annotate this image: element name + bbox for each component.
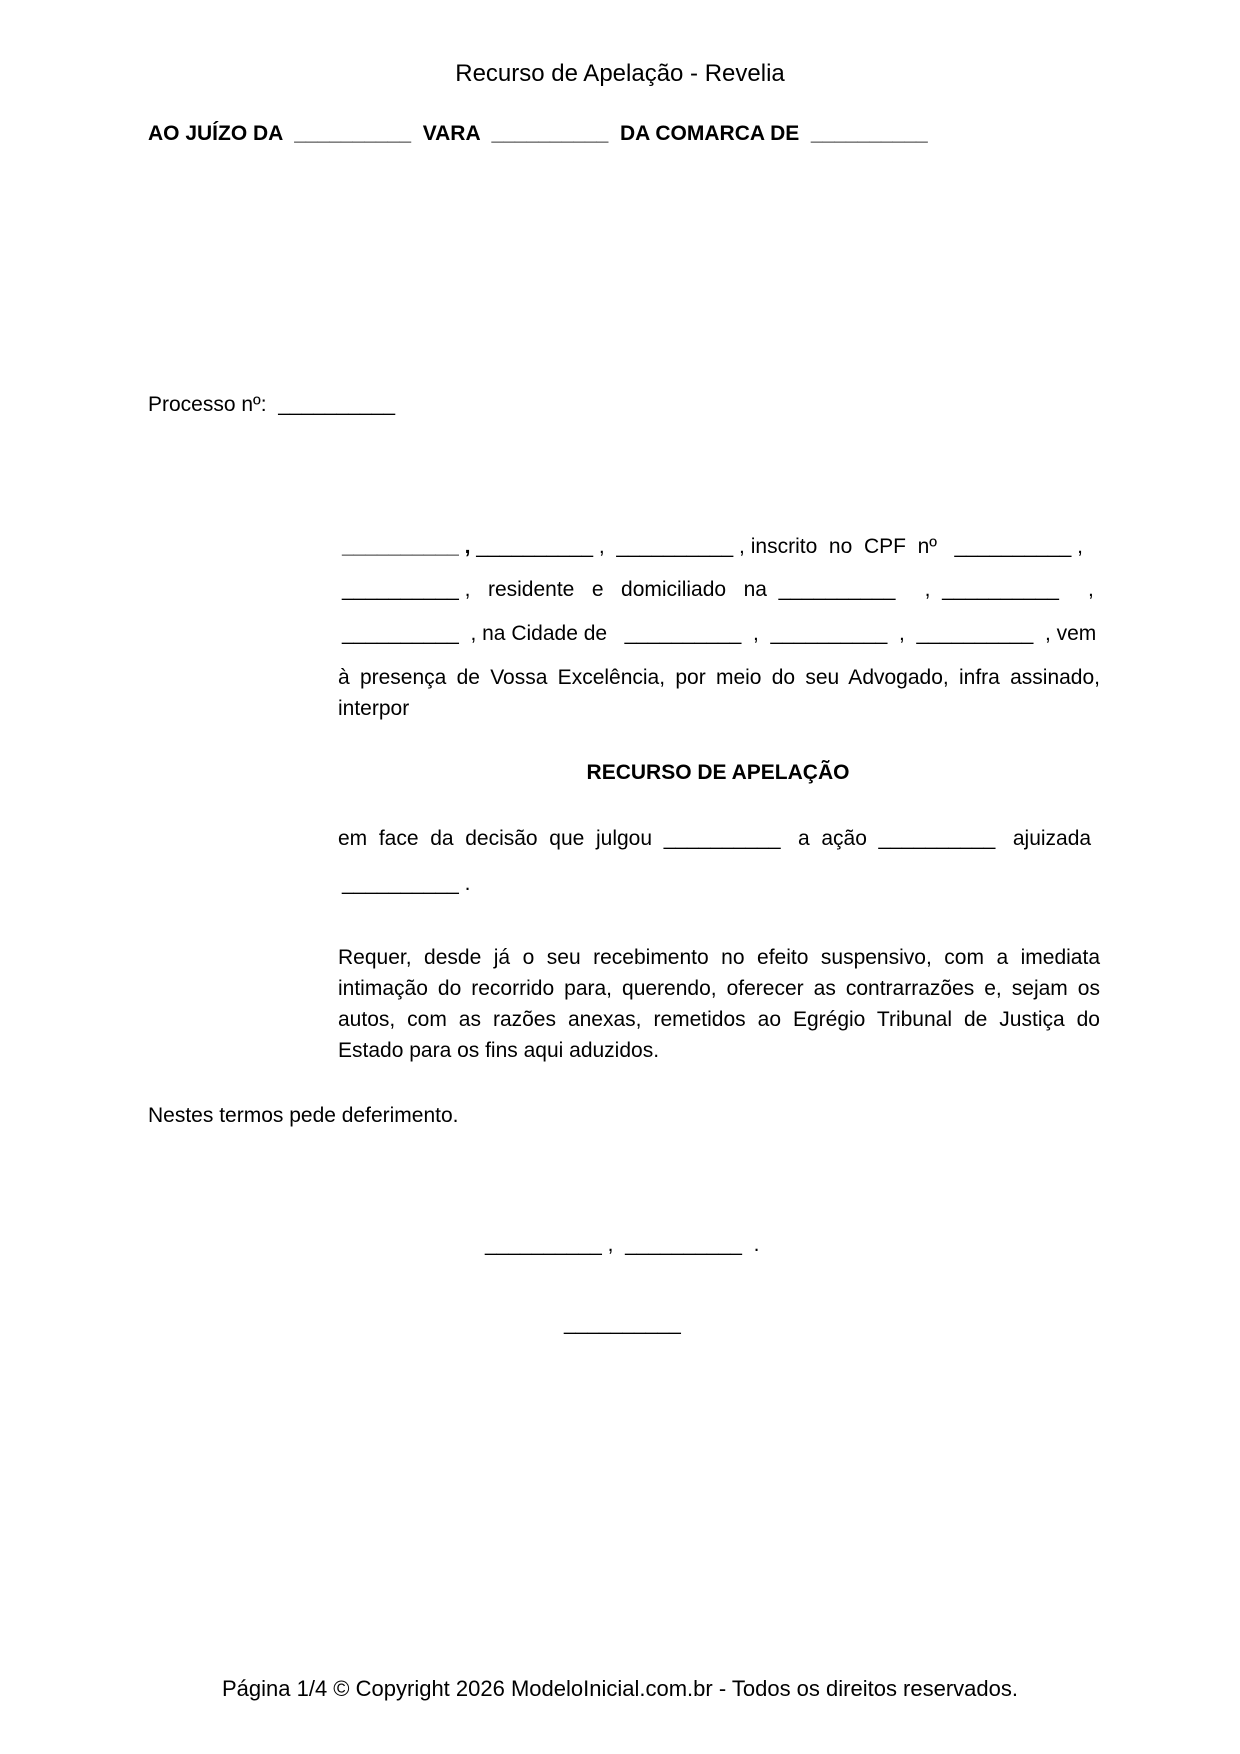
page-footer: Página 1/4 © Copyright 2026 ModeloInicial.com.br - Todos os direitos reservados. (222, 1676, 1018, 1701)
request-paragraph: Requer, desde já o seu recebimento no efeito suspensivo, com a imediata intimação do recorrido para, querendo, oferecer as contrarrazões e, sejam os autos, com as razões anexas, remetidos ao Egrégio Tribunal de Justiça do Estado para os fins aqui aduzidos. (338, 946, 1100, 1062)
closing-statement: Nestes termos pede deferimento. (148, 1104, 459, 1127)
place-date-line: __________ , __________ . (485, 1233, 760, 1256)
process-number-line: Processo nº: __________ (148, 393, 396, 416)
qualification-line-3: __________ , na Cidade de __________ , __________ , __________ , vem (342, 622, 1097, 645)
decision-line-2: __________ . (342, 872, 471, 895)
party-name-blank: __________ , (342, 535, 471, 558)
addressee-line: AO JUÍZO DA __________ VARA __________ DA COMARCA DE __________ (148, 122, 928, 145)
qualification-line-2: __________ , residente e domiciliado na __________ , __________ , (342, 578, 1094, 601)
qualification-line-4: à presença de Vossa Excelência, por meio do seu Advogado, infra assinado, interpor (338, 666, 1100, 720)
qualification-line-1 (342, 535, 1083, 559)
qualification-line-1-rest: __________ , __________ , inscrito no CPF nº __________ , (470, 535, 1083, 558)
decision-line-1: em face da decisão que julgou __________ a ação __________ ajuizada (338, 827, 1092, 850)
page-title: Recurso de Apelação - Revelia (455, 60, 785, 87)
appeal-title: RECURSO DE APELAÇÃO (586, 761, 850, 784)
signature-line: __________ (564, 1312, 681, 1335)
